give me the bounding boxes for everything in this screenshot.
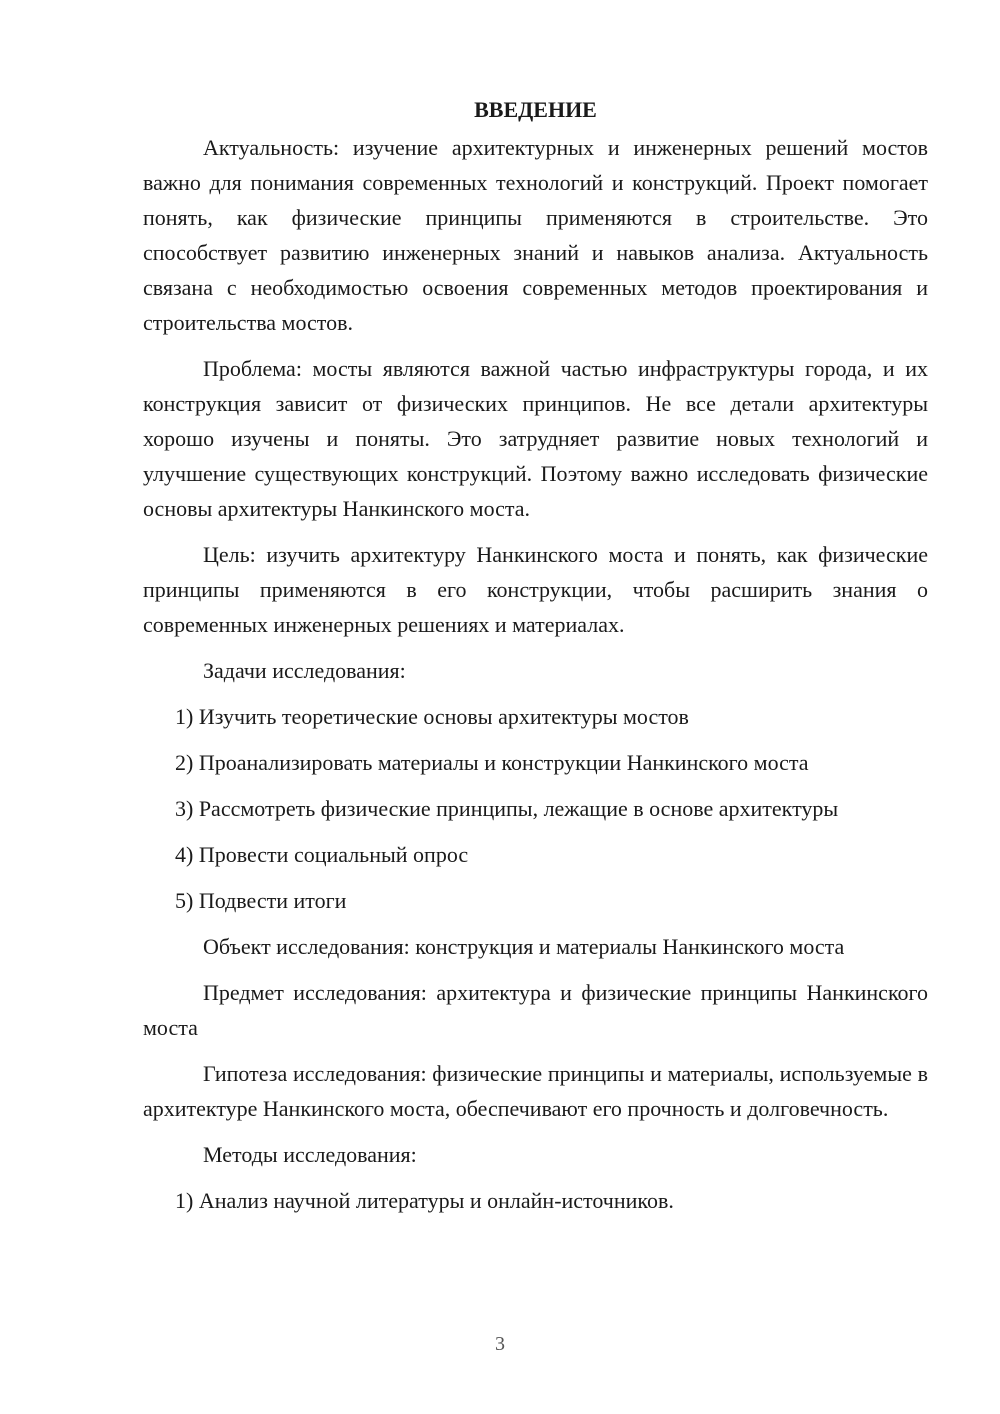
problem-paragraph: Проблема: мосты являются важной частью инфраструктуры города, и их конструкция зависит от физических принципов. Не все детали архитектуры хорошо изучены и поняты. Это затрудняет развитие новых технологий и улучшение существующих конструкций. Поэтому важно исследовать физические основы архитектуры Нанкинского моста. (143, 356, 928, 521)
tasks-heading: Задачи исследования: (203, 658, 406, 683)
list-item: 1) Анализ научной литературы и онлайн-источников. (175, 1188, 674, 1213)
list-item: 3) Рассмотреть физические принципы, лежащие в основе архитектуры (175, 796, 839, 821)
list-item: 4) Провести социальный опрос (175, 842, 469, 867)
tasks-list (143, 699, 928, 918)
hypothesis-paragraph: Гипотеза исследования: физические принципы и материалы, используемые в архитектуре Нанкинского моста, обеспечивают его прочность и долговечность. (143, 1061, 928, 1121)
subject-paragraph: Предмет исследования: архитектура и физические принципы Нанкинского моста (143, 980, 928, 1040)
methods-list (143, 1183, 928, 1218)
object-paragraph: Объект исследования: конструкция и материалы Нанкинского моста (203, 934, 845, 959)
document-page (143, 92, 928, 1229)
page-number: 3 (495, 1333, 505, 1355)
list-item: 2) Проанализировать материалы и конструкции Нанкинского моста (175, 750, 809, 775)
methods-heading: Методы исследования: (203, 1142, 417, 1167)
goal-paragraph: Цель: изучить архитектуру Нанкинского моста и понять, как физические принципы применяются в его конструкции, чтобы расширить знания о современных инженерных решениях и материалах. (143, 542, 928, 637)
list-item: 1) Изучить теоретические основы архитектуры мостов (175, 704, 689, 729)
relevance-paragraph: Актуальность: изучение архитектурных и инженерных решений мостов важно для понимания современных технологий и конструкций. Проект помогает понять, как физические принципы применяются в строительстве. Это способствует развитию инженерных знаний и навыков анализа. Актуальность связана с необходимостью освоения современных методов проектирования и строительства мостов. (143, 135, 928, 335)
document-title: ВВЕДЕНИЕ (474, 97, 597, 122)
list-item: 5) Подвести итоги (175, 888, 347, 913)
